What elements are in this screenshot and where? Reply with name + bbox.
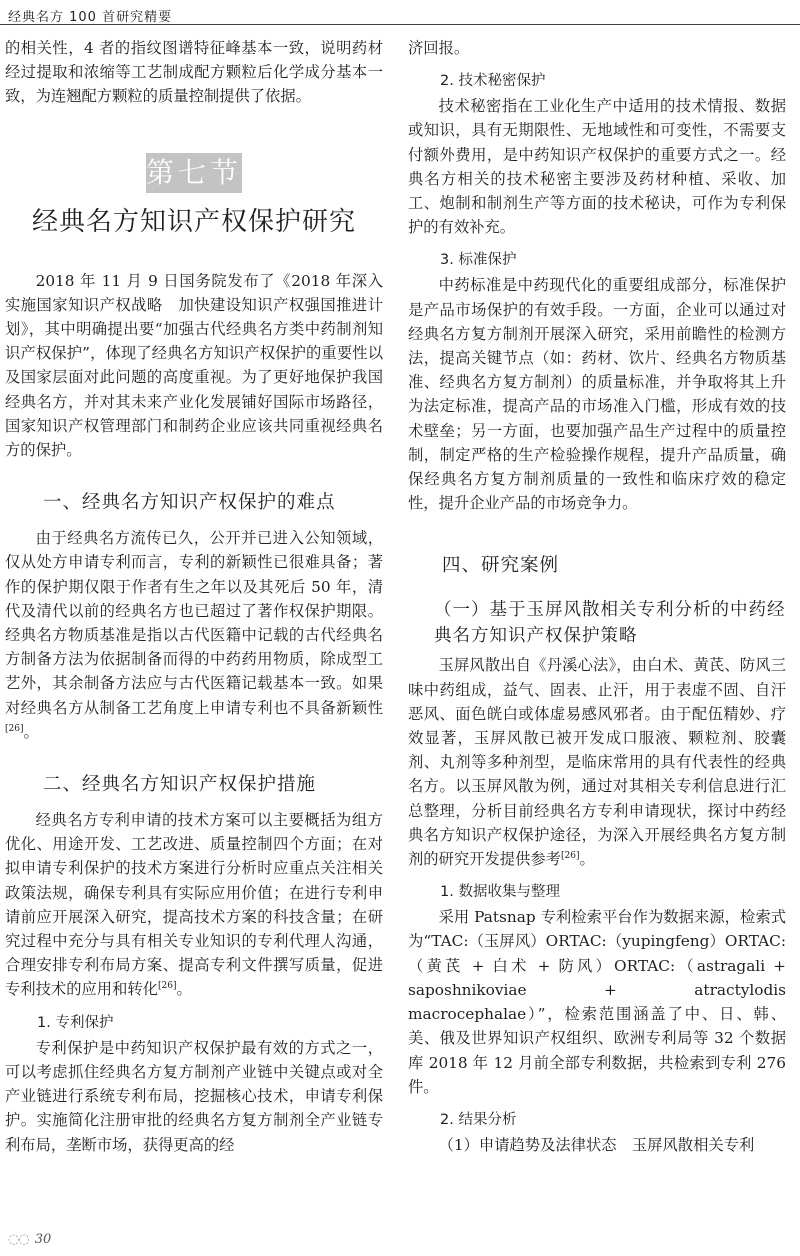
paragraph-end: 。 — [23, 722, 39, 741]
paragraph-yupingfeng — [408, 653, 786, 871]
continued-paragraph: 济回报。 — [408, 39, 470, 57]
footer-ornament-icon: ◌◌ — [8, 1232, 29, 1247]
paragraph-standard-protection: 中药标准是中药现代化的重要组成部分，标准保护是产品市场保护的有效手段。一方面，企业可以通过对经典名方复方制剂开展深入研究，采用前瞻性的检测方法，提高关键节点（如：药材、饮片、经典名方物质基准、经典名方复方制剂）的质量标准，并争取将其上升为法定标准，提高产品的市场准入门槛，形成有效的技术壁垒；另一方面，也要加强产品生产过程中的质量控制，制定严格的生产检验操作规程，提升产品质量，确保经典名方复方制剂质量的一致性和临床疗效的稳定性，提升企业产品的市场竞争力。 — [408, 276, 786, 513]
paragraph-end: 。 — [176, 980, 192, 999]
paragraph-difficulties — [5, 526, 383, 744]
heading-case-study: 四、研究案例 — [442, 555, 560, 577]
page-footer — [8, 1232, 51, 1247]
paragraph-trade-secret: 技术秘密指在工业化生产中适用的技术情报、数据或知识，具有无期限性、无地域性和可变性，不需要支付额外费用，是中药知识产权保护的重要方式之一。经典名方相关的技术秘密主要涉及药材种植、采收、加工、炮制和制剂生产等方面的技术秘诀，可作为专利保护的有效补充。 — [408, 97, 786, 237]
continued-paragraph: 的相关性，4 者的指纹图谱特征峰基本一致，说明药材经过提取和浓缩等工艺制成配方颗粒后化学成分基本一致，为连翘配方颗粒的质量控制提供了依据。 — [5, 39, 383, 106]
section-badge: 第七节 — [146, 153, 242, 193]
left-column — [5, 36, 383, 1157]
subheading-patent-protection: 1. 专利保护 — [37, 1014, 114, 1031]
subheading-data-collection: 1. 数据收集与整理 — [440, 884, 560, 901]
heading-measures: 二、经典名方知识产权保护措施 — [43, 774, 317, 796]
paragraph-text: 经典名方专利申请的技术方案可以主要概括为组方优化、用途开发、工艺改进、质量控制四个方面；在对拟申请专利保护的技术方案进行分析时应重点关注相关政策法规，确保专利具有实际应用价值；在进行专利申请前应开展深入研究，提高技术方案的科技含量；在研究过程中充分与具有相关专业知识的专利代理人沟通，合理安排专利布局方案、提高专利文件撰写质量，促进专利技术的应用和转化 — [5, 811, 383, 999]
subheading-standard-protection: 3. 标准保护 — [440, 252, 517, 269]
running-header: 经典名方 100 首研究精要 — [8, 10, 173, 25]
paragraph-data-collection: 采用 Patsnap 专利检索平台作为数据来源，检索式为“TAC:（玉屏风）ORTAC:（yupingfeng）ORTAC:（黄芪 + 白术 + 防风）ORTAC:（astragali + saposhnikoviae + atractylodis macrocephalae）”，检索范围涵盖了中、日、韩、美、俄及世界知识产权组织、欧洲专利局等 32 个数据库 2018 年 12 月前全部专利数据，共检索到专利 276 件。 — [408, 908, 786, 1096]
citation-ref: [26] — [157, 981, 177, 992]
right-column — [408, 36, 786, 1157]
subheading-result-analysis: 2. 结果分析 — [440, 1111, 517, 1128]
paragraph-result-analysis: （1）申请趋势及法律状态 玉屏风散相关专利 — [438, 1135, 755, 1154]
paragraph-text: 玉屏风散出自《丹溪心法》，由白术、黄芪、防风三味中药组成，益气、固表、止汗，用于表虚不固、自汗恶风、面色㿠白或体虚易感风邪者。由于配伍精妙、疗效显著，玉屏风散已被开发成口服液、颗粒剂、胶囊剂、丸剂等多种剂型，是临床常用的具有代表性的经典名方。以玉屏风散为例，通过对其相关专利信息进行汇总整理，分析目前经典名方专利申请现状，探讨中药经典名方知识产权保护途径，为深入开展经典名方复方制剂的研究开发提供参考 — [408, 656, 786, 869]
heading-case-yupingfeng: （一）基于玉屏风散相关专利分析的中药经典名方知识产权保护策略 — [434, 600, 786, 647]
intro-paragraph: 2018 年 11 月 9 日国务院发布了《2018 年深入实施国家知识产权战略 加快建设知识产权强国推进计划》，其中明确提出要“加强古代经典名方类中药制剂知识产权保护”，体现了经典名方知识产权保护的重要性以及国家层面对此问题的高度重视。为了更好地保护我国经典名方，并对其未来产业化发展铺好国际市场路径，国家知识产权管理部门和制药企业应该共同重视经典名方的保护。 — [5, 271, 383, 460]
paragraph-text: 由于经典名方流传已久，公开并已进入公知领域，仅从处方申请专利而言，专利的新颖性已很难具备；著作的保护期仅限于作者有生之年以及其死后 50 年，清代及清代以前的经典名方也已超过了著作权保护期限。经典名方物质基准是指以古代医籍中记载的古代经典名方制备方法为依据制备而得的中药药用物质，除成型工艺外，其余制备方法应与古代医籍记载基本一致。如果对经典名方从制备工艺角度上申请专利也不具备新颖性 — [5, 529, 383, 717]
citation-ref: [26] — [560, 850, 580, 861]
paragraph-end: 。 — [579, 850, 595, 869]
section-title: 经典名方知识产权保护研究 — [31, 206, 356, 237]
page-number: 30 — [34, 1232, 52, 1247]
paragraph-patent-protection: 专利保护是中药知识产权保护最有效的方式之一，可以考虑抓住经典名方复方制剂产业链中关键点或对全产业链进行系统专利布局，挖掘核心技术，申请专利保护。实施简化注册审批的经典名方复方制剂全产业链专利布局，垄断市场，获得更高的经 — [5, 1038, 383, 1154]
paragraph-measures — [5, 808, 383, 1002]
subheading-trade-secret: 2. 技术秘密保护 — [440, 73, 546, 90]
header-rule — [0, 24, 800, 25]
heading-difficulties: 一、经典名方知识产权保护的难点 — [43, 492, 336, 514]
citation-ref: [26] — [5, 723, 24, 734]
